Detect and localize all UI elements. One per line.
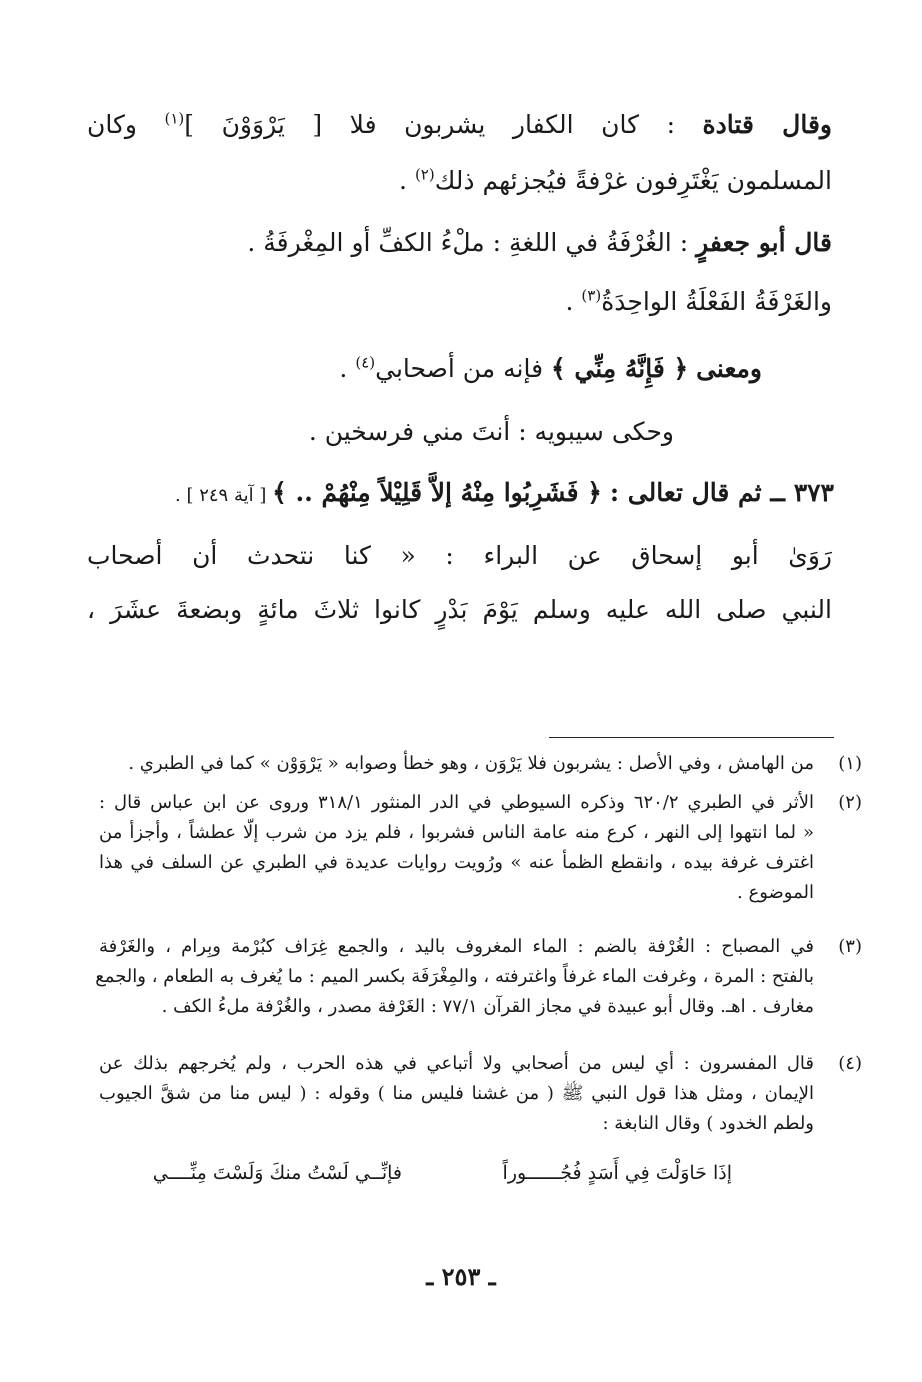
entry-number-heading: ٣٧٣ ــ ثم قال تعالى : — [609, 478, 834, 507]
footnote-line: اغترف غرفة بيده ، وانقطع الظمأ عنه » ورُويت روايات عديدة في الطبري عن السلف في هذا — [99, 852, 814, 873]
speaker-qatada: وقال قتادة — [702, 110, 832, 139]
definition-text: : الغُرْفَةُ في اللغةِ : ملْءُ الكفِّ أو المِغْرفَةُ . — [247, 228, 689, 257]
footnote-ref-4: (٤) — [355, 353, 376, 372]
footnote-ref-2: (٢) — [414, 165, 435, 184]
footnote-line: ولطم الخدود ) وقال النابغة : — [602, 1113, 814, 1134]
quran-quote: ﴿ فَإِنَّهُ مِنِّي ﴾ — [551, 354, 689, 383]
footnote-line: مغارف . اهـ. وقال أبو عبيدة في مجاز القرآن ٧٧/١ : الغَرْفة مصدر ، والغُرْفة ملءُ الكف . — [161, 996, 814, 1017]
meaning-text-end: . — [339, 354, 356, 383]
footnote-divider — [549, 737, 834, 738]
footnote-body — [99, 749, 814, 779]
main-text-line-2 — [87, 164, 832, 198]
muslims-text-end: . — [399, 166, 415, 195]
footnote-number: (٢) — [838, 792, 862, 813]
sibawayh-text: وحكى سيبويه : أنتَ مني فرسخين . — [308, 417, 674, 446]
main-text-line-8 — [87, 539, 832, 573]
meaning-text: فإنه من أصحابي — [375, 354, 552, 383]
definition-text-2-end: . — [565, 287, 582, 316]
footnote-line: الإيمان ، ومثل هذا قول النبي ﷺ ( من غشنا فليس منا ) وقوله : ( ليس منا من شقَّ الجيوب — [99, 1083, 814, 1104]
poem-first-hemistich: إذَا حَاوَلْتَ فِي أَسَدٍ فُجُــــــوراً — [502, 1162, 732, 1184]
page-number: ـ ٢٥٣ ـ — [426, 1262, 496, 1291]
qatada-quote-end: وكان — [87, 110, 165, 139]
footnote-1 — [92, 749, 862, 779]
speaker-abu-jafar: قال أبو جعفرٍ — [696, 228, 832, 257]
quran-verse: ﴿ فَشَرِبُوا مِنْهُ إلاَّ قَلِيْلاً مِنْهُمْ .. ﴾ — [272, 478, 602, 507]
footnote-ref-3: (٣) — [581, 286, 602, 305]
footnote-line: « لما انتهوا إلى النهر ، كرع منه عامة الناس فشربوا ، فلم يزد من شرب إلّا عطشاً ، وأجزأ من — [99, 822, 814, 843]
footnote-number: (١) — [838, 753, 862, 774]
footnote-4 — [92, 1049, 862, 1149]
footnote-body — [99, 788, 814, 908]
footnote-line: قال المفسرون : أي ليس من أصحابي ولا أتباعي في هذه الحرب ، ولم يُخرجهم بذلك عن — [99, 1053, 814, 1074]
main-text-line-9 — [87, 593, 832, 627]
verse-reference: [ آية ٢٤٩ ] . — [175, 485, 273, 506]
narration-text-1: رَوَىٰ أبو إسحاق عن البراء : « كنا نتحدث أن أصحاب — [87, 541, 832, 570]
definition-text-2: والغَرْفَةُ الفَعْلَةُ الواحِدَةُ — [601, 287, 832, 316]
meaning-lead: ومعنى — [696, 354, 762, 383]
footnote-line: الموضوع . — [737, 882, 814, 903]
main-text-line-6 — [0, 415, 674, 449]
poem-second-hemistich: فإنِّــي لَسْتُ منكَ وَلَسْتَ مِنِّــــي — [152, 1162, 402, 1184]
footnote-number: (٤) — [838, 1053, 862, 1074]
footnote-body — [95, 932, 814, 1022]
footnote-3 — [92, 932, 862, 1022]
narration-text-2: النبي صلى الله عليه وسلم يَوْمَ بَدْرٍ كانوا ثلاثَ مائةٍ وبضعةَ عشَرَ ، — [87, 595, 832, 624]
footnote-number: (٣) — [838, 936, 862, 957]
footnote-line: في المصباح : الغُرْفة بالضم : الماء المغروف باليد ، والجمع غِرَاف كبُرْمة وبِرام ، والغَرْفة — [99, 936, 814, 957]
main-text-line-3 — [87, 226, 832, 260]
muslims-text: المسلمون يَغْتَرِفون غرْفةً فيُجزئهم ذلك — [434, 166, 832, 195]
footnote-ref-1: (١) — [164, 109, 185, 128]
main-text-line-4 — [87, 285, 832, 319]
main-text-line-1 — [87, 108, 832, 142]
footnote-line: من الهامش ، وفي الأصل : يشربون فلا يَرْوَن ، وهو خطأ وصوابه « يَرْوَوْن » كما في الطبري . — [128, 753, 814, 774]
footnote-2 — [92, 788, 862, 908]
footnote-body — [99, 1049, 814, 1139]
main-text-line-5 — [17, 352, 762, 386]
main-text-line-7 — [74, 476, 834, 513]
footnote-line: بالفتح : المرة ، وغرفت الماء غرفاً واغترفته ، والمِغْرَفَة بكسر الميم : ما يُغرف به الطعام ، والجمع — [95, 966, 814, 987]
qatada-quote-text: : كان الكفار يشربون فلا [ يَرْوَوْنَ ] — [184, 110, 675, 139]
footnote-line: الأثر في الطبري ٦٢٠/٢ وذكره السيوطي في الدر المنثور ٣١٨/١ وروى عن ابن عباس قال : — [99, 792, 814, 813]
